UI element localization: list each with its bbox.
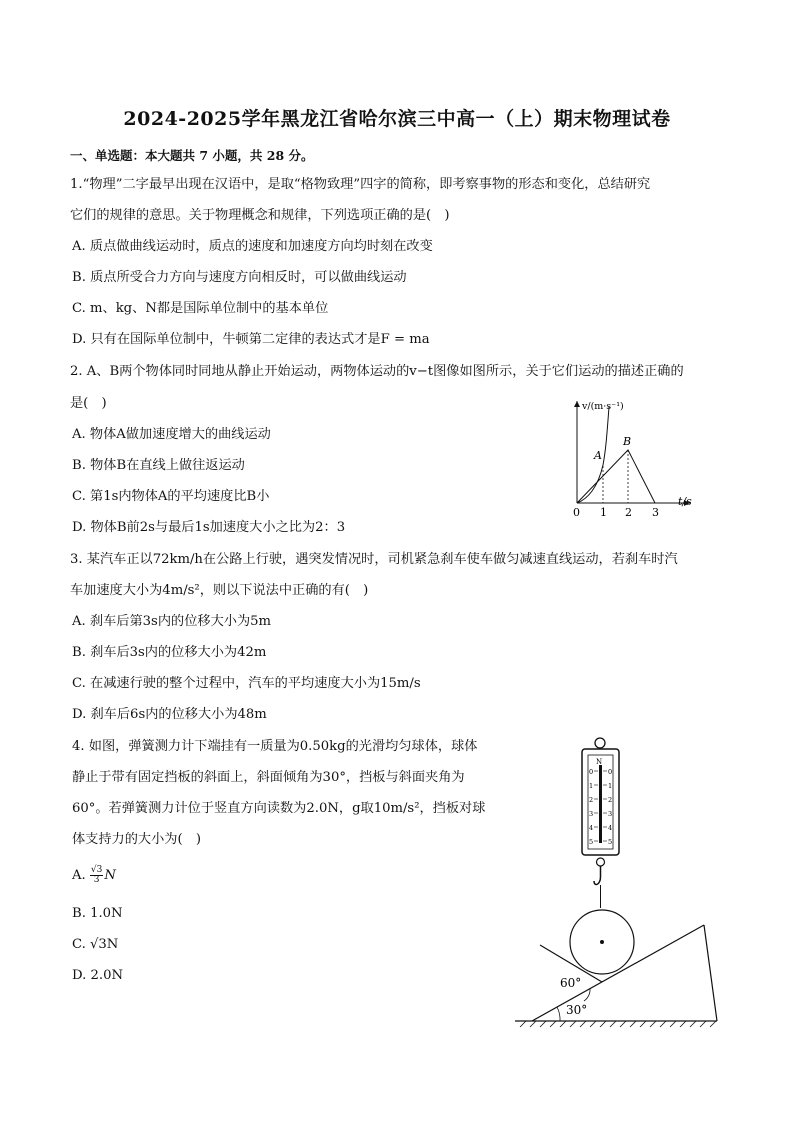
scale-num-left-3: 3 — [589, 810, 594, 818]
q4-option-a-numerator: √3 — [90, 865, 103, 875]
scale-num-right-5: 5 — [608, 838, 613, 846]
scale-num-left-0: 0 — [589, 768, 594, 776]
q2-option-d: D. 物体B前2s与最后1s加速度大小之比为2：3 — [72, 520, 346, 535]
q1-option-a: A. 质点做曲线运动时，质点的速度和加速度方向均时刻在改变 — [72, 239, 433, 254]
q1-option-b: B. 质点所受合力方向与速度方向相反时，可以做曲线运动 — [72, 270, 407, 285]
top-ring — [595, 738, 605, 748]
q4-line4: 体支持力的大小为( ) — [72, 832, 201, 847]
q4-option-b: B. 1.0N — [72, 906, 123, 921]
q1-line1: 1.“物理”二字最早出现在汉语中，是取“格物致理”四字的简称，即考察事物的形态和变化，总结研究 — [70, 177, 651, 192]
angle-30-label: 30° — [566, 1003, 588, 1017]
curve-a — [577, 407, 609, 503]
tick-3: 3 — [652, 506, 659, 519]
q4-line2: 静止于带有固定挡板的斜面上，斜面倾角为30°，挡板与斜面夹角为 — [72, 770, 465, 785]
ball-center — [600, 940, 604, 944]
q3-line1: 3. 某汽车正以72km/h在公路上行驶，遇突发情况时，司机紧急刹车使车做匀减速直线运动，若刹车时汽 — [70, 552, 678, 567]
q2-line1: 2. A、B两个物体同时同地从静止开始运动，两物体运动的v−t图像如图所示，关于它们运动的描述正确的 — [70, 364, 684, 379]
spring-scale-figure — [510, 735, 725, 1030]
v-axis-arrow — [574, 401, 580, 407]
angle-arc-30 — [557, 1007, 560, 1021]
v-axis-label: v/(m·s⁻¹) — [582, 401, 624, 412]
tick-2: 2 — [625, 506, 632, 519]
q4-option-a-unit: N — [104, 868, 116, 883]
q3-option-a: A. 刹车后第3s内的位移大小为5m — [72, 614, 272, 629]
hook — [594, 866, 601, 884]
q1-option-d: D. 只有在国际单位制中，牛顿第二定律的表达式才是F = ma — [72, 332, 430, 347]
scale-num-right-4: 4 — [608, 824, 613, 832]
q2-option-b: B. 物体B在直线上做往返运动 — [72, 458, 245, 473]
q4-option-c: C. √3N — [72, 937, 119, 952]
q4-option-d: D. 2.0N — [72, 968, 123, 983]
scale-num-left-5: 5 — [589, 838, 594, 846]
q4-line1: 4. 如图，弹簧测力计下端挂有一质量为0.50kg的光滑均匀球体，球体 — [72, 739, 478, 754]
scale-num-right-0: 0 — [608, 768, 613, 776]
vt-graph — [560, 395, 710, 525]
scale-num-left-1: 1 — [589, 782, 594, 790]
scale-num-right-2: 2 — [608, 796, 613, 804]
q3-line2: 车加速度大小为4m/s²，则以下说法中正确的有( ) — [70, 583, 369, 598]
angle-60-label: 60° — [560, 976, 582, 990]
section-heading: 一、单选题：本大题共 7 小题，共 28 分。 — [70, 148, 314, 163]
tick-0: 0 — [573, 506, 580, 519]
tick-1: 1 — [600, 506, 607, 519]
q4-option-a-denominator: 3 — [93, 875, 100, 885]
q2-option-c: C. 第1s内物体A的平均速度比B小 — [72, 489, 270, 504]
scale-num-right-1: 1 — [608, 782, 613, 790]
incline-side — [704, 925, 717, 1021]
scale-num-left-2: 2 — [589, 796, 594, 804]
ground-hatching — [520, 1021, 716, 1027]
label-b: B — [623, 435, 632, 448]
q2-option-a: A. 物体A做加速度增大的曲线运动 — [72, 427, 271, 442]
page-title: 2024-2025学年黑龙江省哈尔滨三中高一（上）期末物理试卷 — [123, 108, 671, 130]
q4-line3: 60°。若弹簧测力计位于竖直方向读数为2.0N，g取10m/s²，挡板对球 — [72, 801, 486, 816]
q1-line2: 它们的规律的意思。关于物理概念和规律，下列选项正确的是( ) — [70, 208, 450, 223]
q1-option-c: C. m、kg、N都是国际单位制中的基本单位 — [72, 301, 329, 316]
q2-line2: 是( ) — [70, 396, 107, 411]
bottom-ring — [597, 858, 605, 866]
scale-letter: N — [596, 758, 603, 766]
q4-option-a-prefix: A. — [72, 868, 86, 883]
scale-num-right-3: 3 — [608, 810, 613, 818]
label-a: A — [594, 449, 602, 462]
q4-option-a-fraction — [90, 866, 103, 885]
t-axis-label: t/s — [678, 495, 692, 508]
q3-option-b: B. 刹车后3s内的位移大小为42m — [72, 645, 267, 660]
scale-num-left-4: 4 — [589, 824, 594, 832]
q3-option-c: C. 在减速行驶的整个过程中，汽车的平均速度大小为15m/s — [72, 676, 421, 691]
q4-option-a — [72, 866, 116, 885]
q3-option-d: D. 刹车后6s内的位移大小为48m — [72, 707, 267, 722]
